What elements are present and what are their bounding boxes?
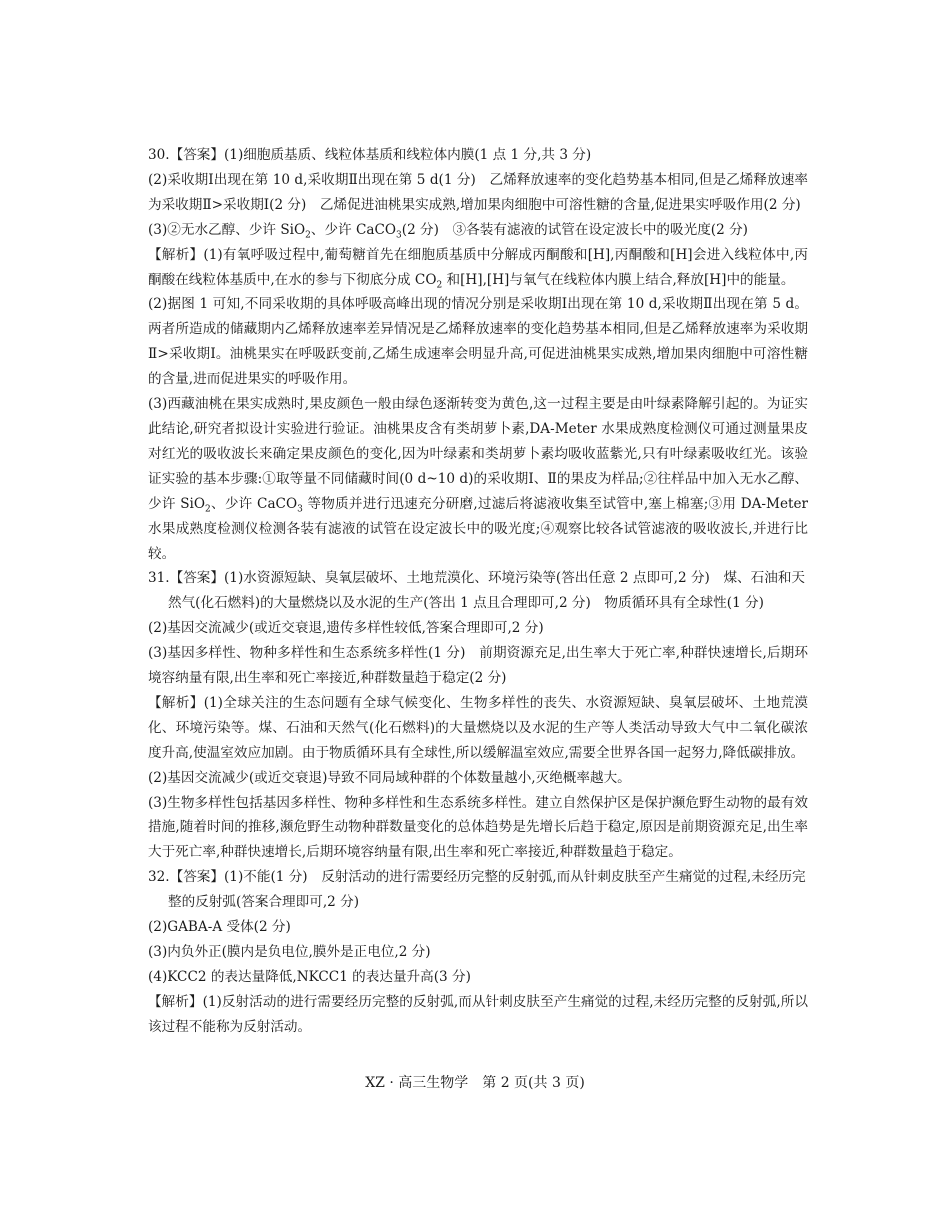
q30-answer-2: (2)采收期Ⅰ出现在第 10 d,采收期Ⅱ出现在第 5 d(1 分) 乙烯释放速率的变化趋势基本相同,但是乙烯释放速率为采收期Ⅱ>采收期Ⅰ(2 分) 乙烯促进油桃果实成熟,增加果肉细胞中可溶性糖的含量,促进果实呼吸作用(2 分) (148, 171, 808, 213)
answer-content (148, 143, 808, 1040)
analysis-tag: 【解析】 (148, 694, 204, 711)
q30-analysis-2: (2)据图 1 可知,不同采收期的具体呼吸高峰出现的情况分别是采收期Ⅰ出现在第 10 d,采收期Ⅱ出现在第 5 d。两者所造成的储藏期内乙烯释放速率差异情况是乙烯释放速率的变化趋势基本相同,但是乙烯释放速率为采收期Ⅱ>采收期Ⅰ。油桃果实在呼吸跃变前,乙烯生成速率会明显升高,可促进油桃果实成熟,增加果肉细胞中可溶性糖的含量,进而促进果实的呼吸作用。 (148, 296, 808, 388)
answer-tag: 【答案】 (169, 147, 224, 163)
q31-answer-1: 31.【答案】(1)水资源短缺、臭氧层破坏、土地荒漠化、环境污染等(答出任意 2 点即可,2 分) 煤、石油和天然气(化石燃料)的大量燃烧以及水泥的生产(答出 1 点且合理即可,2 分) 物质循环具有全球性(1 分) (148, 570, 806, 612)
q32-number: 32. (148, 869, 170, 886)
q30-answer-1 (148, 143, 808, 168)
page-footer: XZ · 高三生物学 第 2 页(共 3 页) (365, 1075, 585, 1091)
q32-analysis-1: 【解析】(1)反射活动的进行需要经历完整的反射弧,而从针刺皮肤至产生痛觉的过程,未经历完整的反射弧,所以该过程不能称为反射活动。 (148, 993, 808, 1035)
q30-answer-1-text: (1)细胞质基质、线粒体基质和线粒体内膜(1 点 1 分,共 3 分) (224, 147, 592, 163)
analysis-tag: 【解析】 (148, 246, 204, 263)
q32-answer-4: (4)KCC2 的表达量降低,NKCC1 的表达量升高(3 分) (148, 968, 471, 985)
q32-answer-2: (2)GABA-A 受体(2 分) (148, 919, 291, 936)
q30-answer-3: (3)②无水乙醇、少许 SiO$_2$、少许 CaCO$_3$(2 分) ③各装有滤液的试管在设定波长中的吸光度(2 分) (148, 221, 748, 241)
q30-analysis-1: 【解析】(1)有氧呼吸过程中,葡萄糖首先在细胞质基质中分解成丙酮酸和[H],丙酮酸和[H]会进入线粒体中,丙酮酸在线粒体基质中,在水的参与下彻底分成 $CO_2$ 和[H],[H]与氧气在线粒体内膜上结合,释放[H]中的能量。 (148, 246, 809, 291)
answer-tag: 【答案】 (169, 869, 224, 886)
q31-number: 31. (148, 570, 170, 587)
q31-analysis-1: 【解析】(1)全球关注的生态问题有全球气候变化、生物多样性的丧失、水资源短缺、臭氧层破坏、土地荒漠化、环境污染等。煤、石油和天然气(化石燃料)的大量燃烧以及水泥的生产等人类活动导致大气中二氧化碳浓度升高,使温室效应加剧。由于物质循环具有全球性,所以缓解温室效应,需要全世界各国一起努力,降低碳排放。 (148, 694, 808, 761)
q30-analysis-3: (3)西藏油桃在果实成熟时,果皮颜色一般由绿色逐渐转变为黄色,这一过程主要是由叶绿素降解引起的。为证实此结论,研究者拟设计实验进行验证。油桃果皮含有类胡萝卜素,DA-Meter 水果成熟度检测仪可通过测量果皮对红光的吸收波长来确定果皮颜色的变化,因为叶绿素和类胡萝卜素均吸收蓝紫光,只有叶绿素吸收红光。该验证实验的基本步骤:①取等量不同储藏时间(0 d~10 d)的采收期Ⅰ、Ⅱ的果皮为样品;②往样品中加入无水乙醇、少许 SiO$_2$、少许 CaCO$_3$ 等物质并进行迅速充分研磨,过滤后将滤液收集至试管中,塞上棉塞;③用 DA-Meter 水果成熟度检测仪检测各装有滤液的试管在设定波长中的吸光度;④观察比较各试管滤液的吸收波长,并进行比较。 (148, 396, 808, 562)
q31-analysis-3: (3)生物多样性包括基因多样性、物种多样性和生态系统多样性。建立自然保护区是保护濒危野生动物的最有效措施,随着时间的推移,濒危野生动物种群数量变化的总体趋势是先增长后趋于稳定,原因是前期资源充足,出生率大于死亡率,种群快速增长,后期环境容纳量有限,出生率和死亡率接近,种群数量趋于稳定。 (148, 794, 808, 861)
analysis-tag: 【解析】 (148, 993, 203, 1010)
q32-answer-1: 32.【答案】(1)不能(1 分) 反射活动的进行需要经历完整的反射弧,而从针刺皮肤至产生痛觉的过程,未经历完整的反射弧(答案合理即可,2 分) (148, 869, 806, 911)
q31-answer-2: (2)基因交流减少(或近交衰退,遗传多样性较低,答案合理即可,2 分) (148, 620, 544, 637)
q30-number: 30. (148, 147, 170, 163)
q31-analysis-2: (2)基因交流减少(或近交衰退)导致不同局域种群的个体数量越小,灭绝概率越大。 (148, 769, 631, 786)
answer-tag: 【答案】 (169, 570, 224, 587)
q31-answer-3: (3)基因多样性、物种多样性和生态系统多样性(1 分) 前期资源充足,出生率大于死亡率,种群快速增长,后期环境容纳量有限,出生率和死亡率接近,种群数量趋于稳定(2 分) (148, 645, 808, 687)
q32-answer-3: (3)内负外正(膜内是负电位,膜外是正电位,2 分) (148, 944, 431, 960)
